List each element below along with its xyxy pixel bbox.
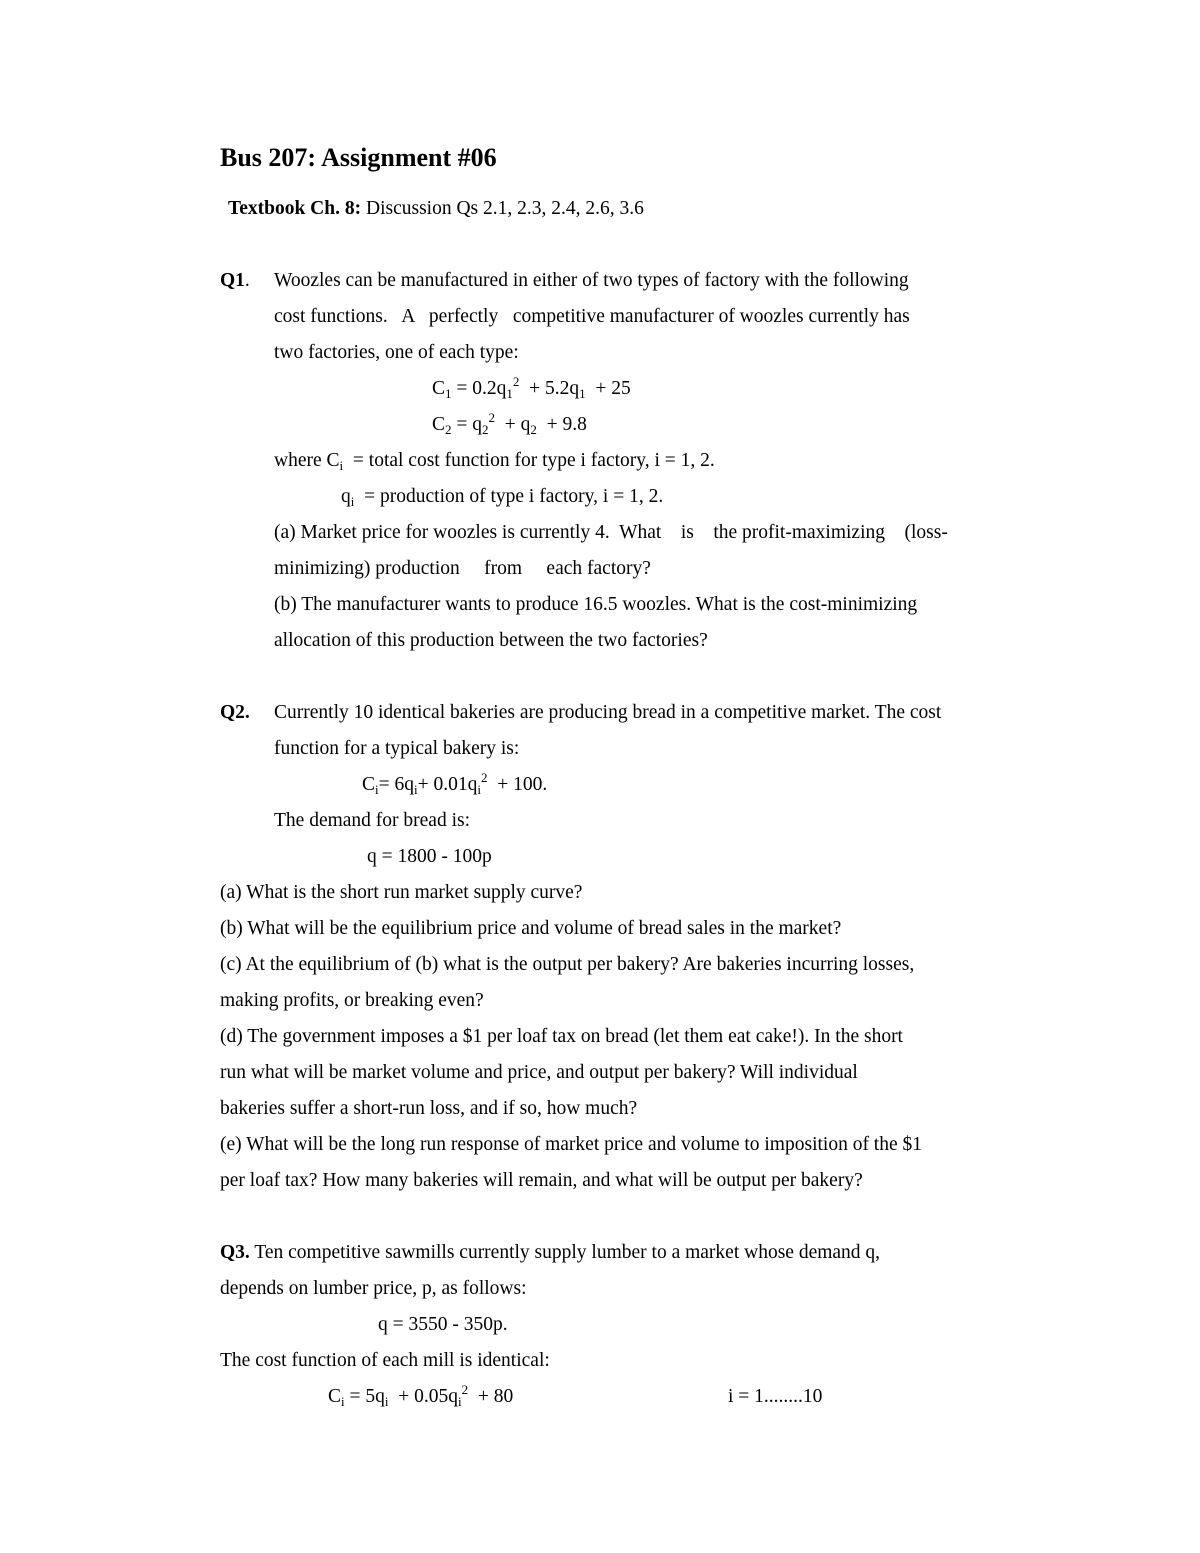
q2-label: Q2.	[220, 702, 250, 723]
q1-part-b: (b) The manufacturer wants to produce 16.5 woozles. What is the cost-minimizing	[274, 594, 918, 615]
q2-part: making profits, or breaking even?	[220, 990, 484, 1011]
q1-part-a: minimizing) production from each factory?	[274, 558, 651, 579]
q1-part-b: allocation of this production between the two factories?	[274, 630, 708, 651]
q2-part: per loaf tax? How many bakeries will remain, and what will be output per bakery?	[220, 1170, 863, 1191]
q2-demand-intro: The demand for bread is:	[274, 810, 471, 831]
q3-cost-equation: $C_i = 5q_i + 0.05q_i^2 + 80$	[328, 1382, 514, 1409]
textbook-line	[228, 199, 644, 219]
q2-part: bakeries suffer a short-run loss, and if so, how much?	[220, 1098, 638, 1119]
q1-cost-equation-2: $C_2 = q_2^2 + q_2 + 9.8$	[432, 410, 587, 437]
q2-demand-equation: q = 1800 - 100p	[367, 846, 492, 867]
q2-line: function for a typical bakery is:	[274, 738, 520, 759]
q2-part: run what will be market volume and price, and output per bakery? Will individual	[220, 1062, 858, 1083]
q1-part-a: (a) Market price for woozles is currently 4. What is the profit-maximizing (loss-	[274, 522, 948, 543]
q2-cost-equation: $C_i= 6q_i+ 0.01q_i^2 + 100$.	[362, 770, 548, 797]
q3-demand-equation: q = 3550 - 350p.	[378, 1314, 508, 1335]
q1-where-line-1: where $C_i$ = total cost function for type i factory, i = 1, 2.	[274, 450, 715, 473]
q1-line: two factories, one of each type:	[274, 342, 519, 363]
q1-label: Q1.	[220, 270, 250, 291]
q2-part: (a) What is the short run market supply curve?	[220, 882, 583, 903]
q2-part: (e) What will be the long run response of market price and volume to imposition of the $1	[220, 1134, 923, 1155]
q2-line: Currently 10 identical bakeries are producing bread in a competitive market. The cost	[274, 702, 942, 723]
q3-cost-intro: The cost function of each mill is identical:	[220, 1350, 550, 1371]
q2-part: (d) The government imposes a $1 per loaf tax on bread (let them eat cake!). In the short	[220, 1026, 903, 1047]
document-title: Bus 207: Assignment #06	[220, 143, 497, 172]
textbook-text: Discussion Qs 2.1, 2.3, 2.4, 2.6, 3.6	[365, 198, 644, 219]
q2-part: (b) What will be the equilibrium price and volume of bread sales in the market?	[220, 918, 842, 939]
q3-index-range: i = 1........10	[728, 1386, 823, 1407]
q1-line: Woozles can be manufactured in either of two types of factory with the following	[274, 270, 909, 291]
q1-where-line-2: $q_i$ = production of type i factory, i = 1, 2.	[341, 486, 664, 509]
q2-part: (c) At the equilibrium of (b) what is the output per bakery? Are bakeries incurring losses,	[220, 954, 915, 975]
q3-line-1: Q3. Ten competitive sawmills currently supply lumber to a market whose demand q,	[220, 1242, 881, 1263]
textbook-label: Textbook Ch. 8:	[228, 198, 362, 219]
q1-line: cost functions. A perfectly competitive manufacturer of woozles currently has	[274, 306, 910, 327]
q1-cost-equation-1: $C_1 = 0.2q_1^2 + 5.2q_1 + 25$	[432, 374, 631, 401]
q3-label: Q3.	[220, 1242, 250, 1263]
q3-line-2: depends on lumber price, p, as follows:	[220, 1278, 527, 1299]
